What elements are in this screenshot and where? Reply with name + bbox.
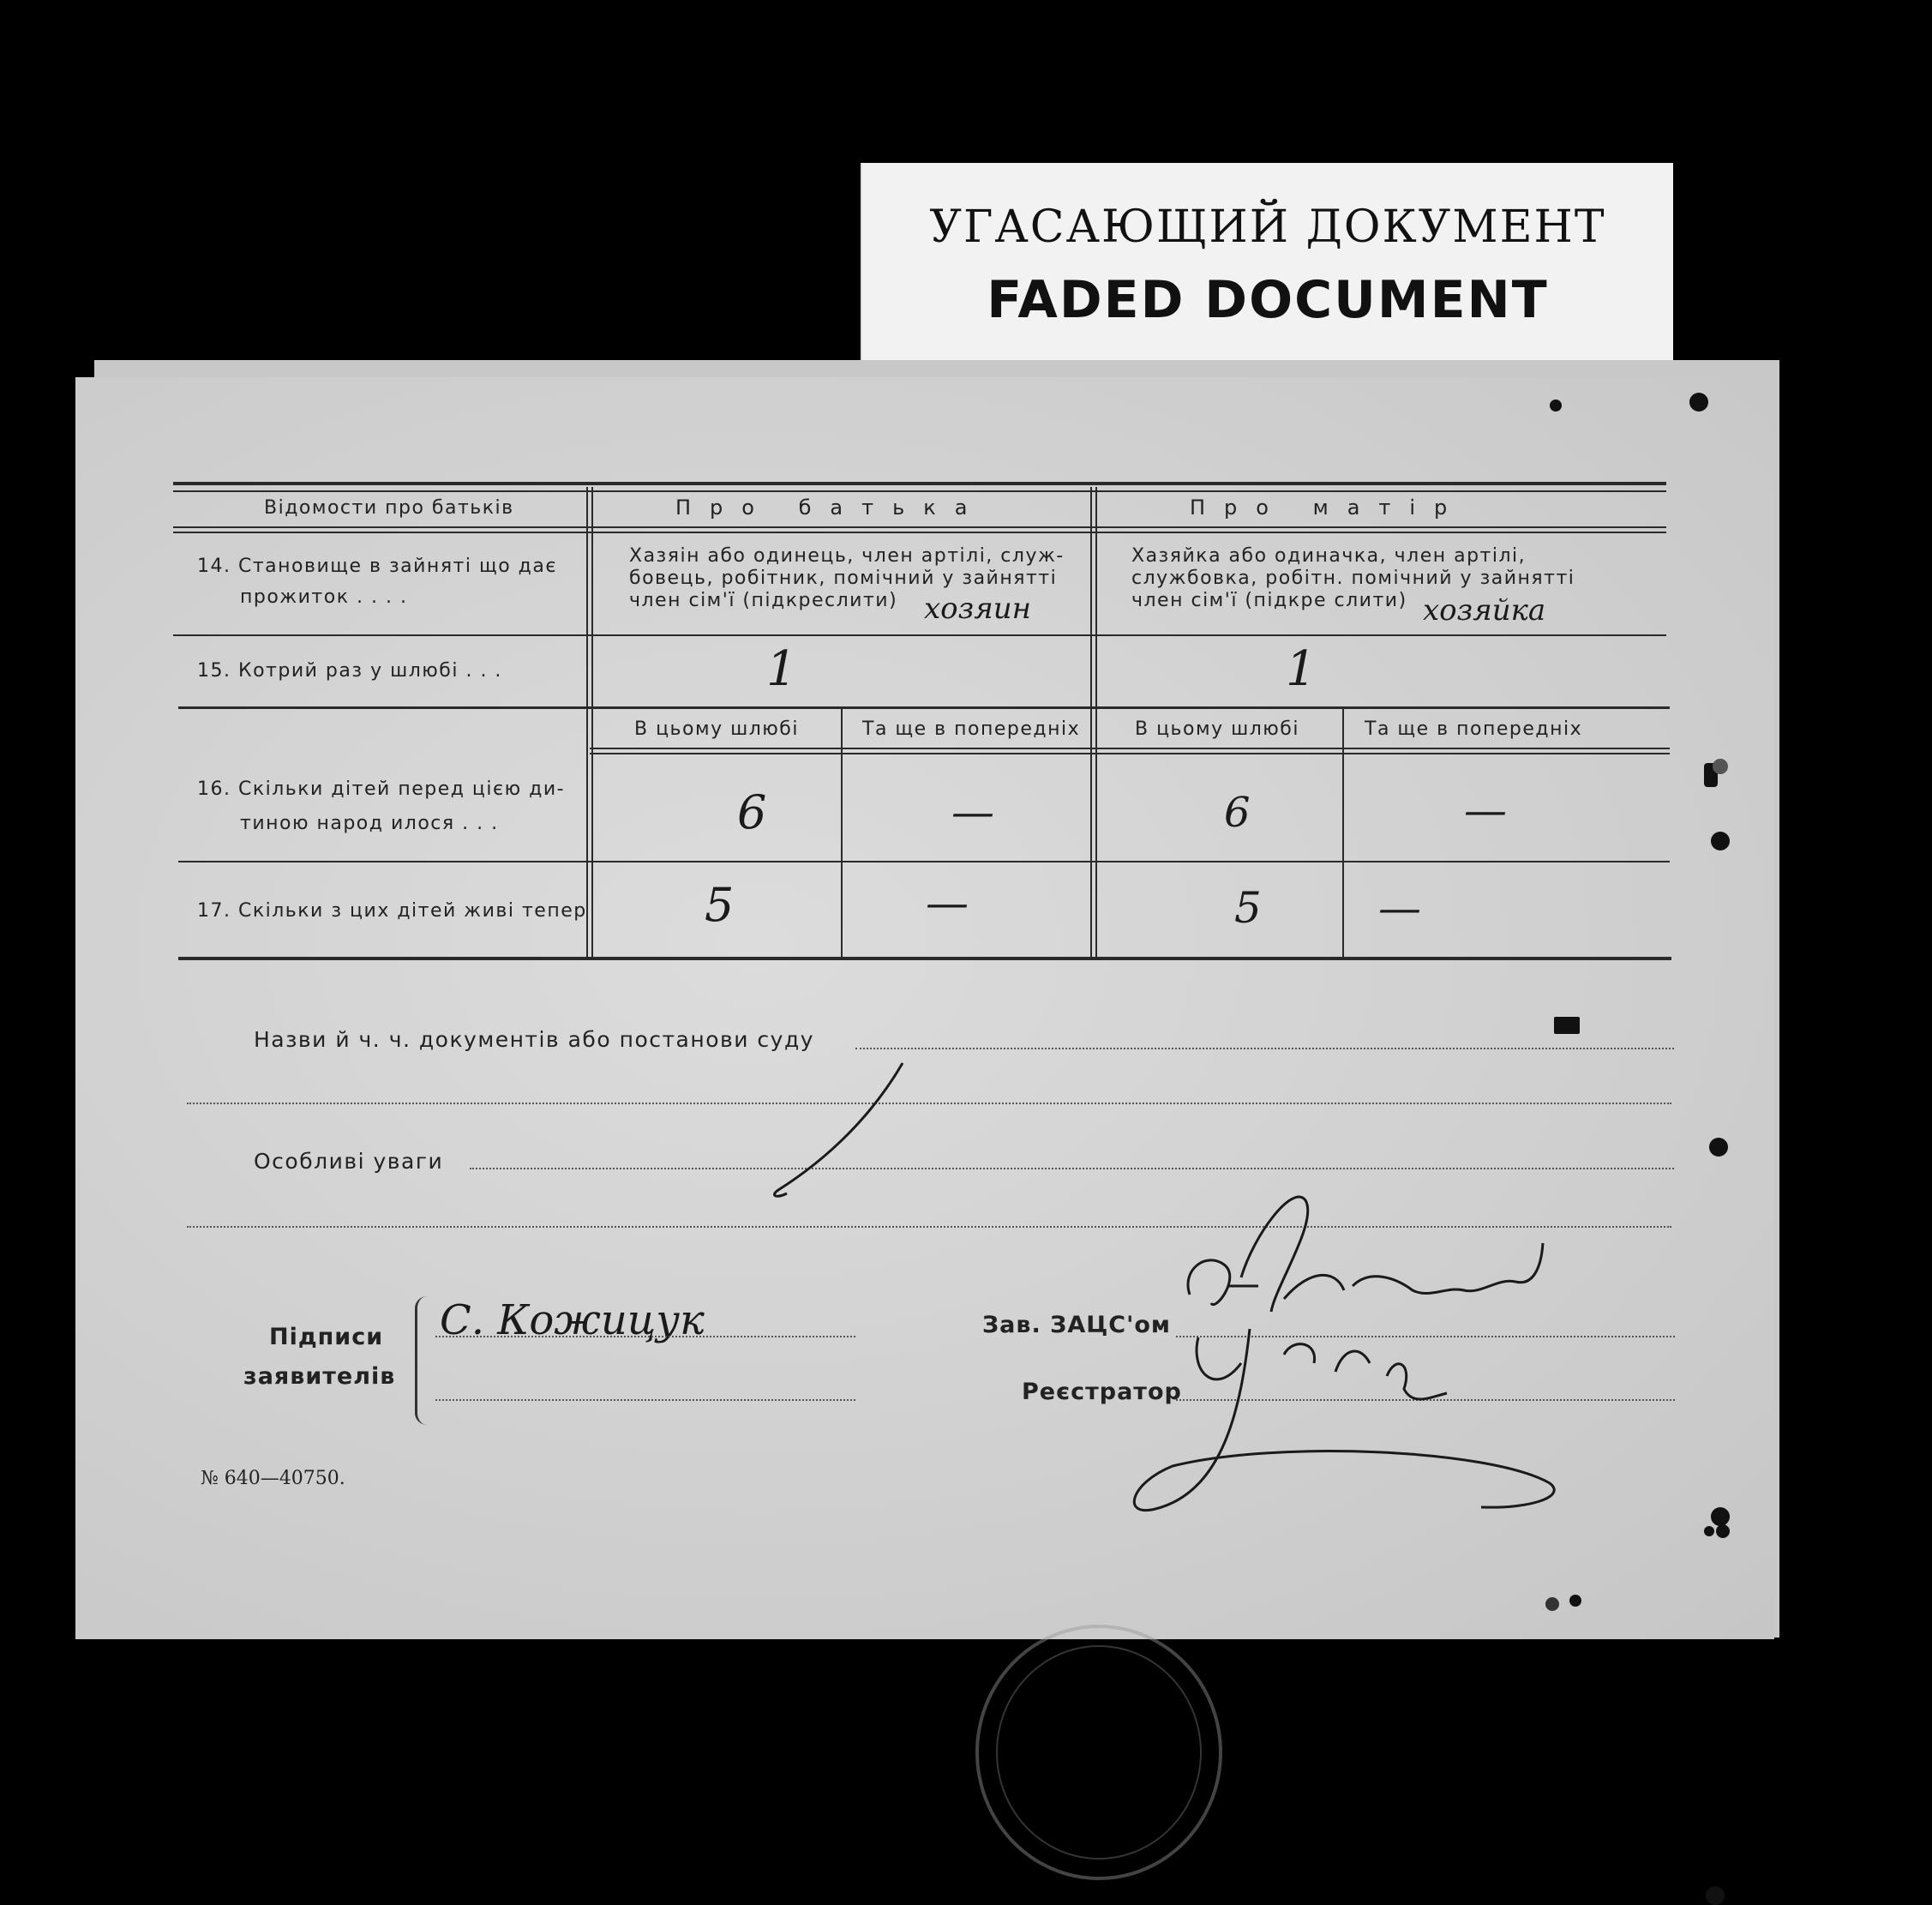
- row14-label-2: прожиток . . . .: [240, 586, 408, 608]
- row17-father-prev-value: —: [926, 878, 969, 928]
- row14-father-1: Хазяін або одинець, член артілі, служ-: [629, 545, 1065, 567]
- faded-document-slip: [861, 163, 1673, 377]
- slip-russian-text: УГАСАЮЩИЙ ДОКУМЕНТ: [929, 201, 1606, 253]
- document-page: [75, 377, 1774, 1639]
- row14-mother-1: Хазяйка або одиначка, член артілі,: [1131, 545, 1527, 567]
- row16-label-1: 16. Скільки дітей перед цією ди-: [197, 778, 566, 800]
- head-of-registry-label: Зав. ЗАЦС'ом: [982, 1312, 1171, 1338]
- row17-mother-this-value: 5: [1234, 883, 1262, 933]
- binding-hole: [1706, 1886, 1725, 1905]
- subheader-father-previous: Та ще в попередніх: [862, 718, 1081, 740]
- row16-father-this-value: 6: [737, 785, 767, 839]
- header-parents-info: Відомости про батьків: [264, 497, 514, 519]
- row14-mother-3: член сім'ї (підкре слити): [1131, 590, 1407, 611]
- slip-english-text: FADED DOCUMENT: [987, 270, 1549, 330]
- row16-mother-this-value: 6: [1224, 789, 1251, 837]
- row16-label-2: тиною народ илося . . .: [240, 813, 499, 834]
- official-stamp: [975, 1625, 1222, 1880]
- registrar-label: Реєстратор: [1022, 1379, 1182, 1405]
- remarks-label: Особливі уваги: [254, 1149, 444, 1174]
- row14-mother-2: службовка, робітн. помічний у зайнятті: [1131, 568, 1575, 589]
- row14-label-1: 14. Становище в зайняті що дає: [197, 556, 557, 577]
- header-about-mother: Про матір: [1190, 496, 1467, 520]
- row17-label: 17. Скільки з цих дітей живі тепер: [197, 900, 587, 922]
- form-number: № 640—40750.: [201, 1468, 345, 1489]
- applicants-signatures-label-2: заявителів: [243, 1363, 396, 1390]
- row15-label: 15. Котрий раз у шлюбі . . .: [197, 660, 502, 682]
- subheader-mother-this-marriage: В цьому шлюбі: [1135, 718, 1299, 740]
- row14-father-3: член сім'ї (підкреслити): [629, 590, 898, 611]
- header-about-father: Про батька: [675, 496, 987, 520]
- row17-father-this-value: 5: [705, 878, 735, 932]
- row16-mother-prev-value: —: [1464, 785, 1507, 835]
- applicant-signature: С. Кожицук: [440, 1296, 705, 1344]
- row14-mother-handwritten: хозяйка: [1423, 593, 1546, 628]
- subheader-father-this-marriage: В цьому шлюбі: [634, 718, 799, 740]
- applicants-signatures-label-1: Підписи: [269, 1324, 384, 1350]
- row16-father-prev-value: —: [951, 787, 994, 837]
- documents-label: Назви й ч. ч. документів або постанови суду: [254, 1027, 815, 1052]
- row14-father-2: бовець, робітник, помічний у зайнятті: [629, 568, 1058, 589]
- row15-father-value: 1: [766, 641, 797, 697]
- subheader-mother-previous: Та ще в попередніх: [1365, 718, 1583, 740]
- official-signatures: [75, 377, 1774, 1639]
- row15-mother-value: 1: [1286, 641, 1317, 697]
- row17-mother-prev-value: —: [1378, 883, 1421, 933]
- row14-father-handwritten: хозяин: [924, 592, 1031, 626]
